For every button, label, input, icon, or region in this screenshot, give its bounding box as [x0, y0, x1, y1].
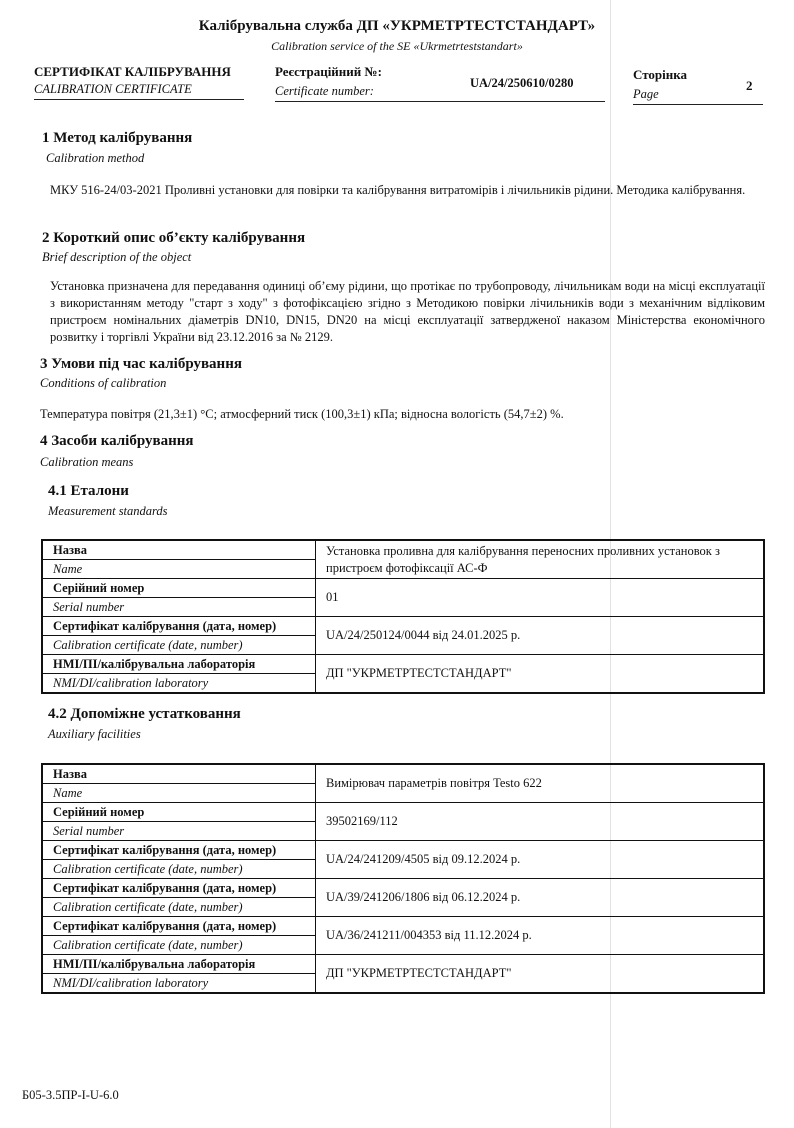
- value-cell: UA/24/250124/0044 від 24.01.2025 р.: [316, 617, 765, 655]
- table-row: [42, 803, 764, 841]
- section-4-subtitle: Calibration means: [40, 455, 134, 469]
- section-4-1-title: 4.1 Еталони: [48, 483, 129, 499]
- section-3-title: 3 Умови під час калібрування: [40, 356, 242, 372]
- value-cell: 01: [316, 579, 765, 617]
- row-label-en: Calibration certificate (date, number): [53, 900, 243, 914]
- row-label-en: NMI/DI/calibration laboratory: [53, 676, 209, 690]
- certificate-title: СЕРТИФІКАТ КАЛІБРУВАННЯ: [34, 64, 231, 79]
- section-2-text: Установка призначена для передавання одиниці об’єму рідини, що протікає по трубопроводу, лічильникам води на місці експлуатації з використанням методу "старт з ходу" з фотофіксацією згідно з Методикою повірки лічильників води з механічним відліковим пристроєм номінальних діаметрів DN10, DN15, DN20 на місці експлуатації затвердженої наказом Міністерства економічного розвитку і торгівлі України від 23.12.2016 за № 2129.: [50, 279, 765, 344]
- row-label: НМІ/ПІ/калібрувальна лабораторія: [43, 655, 315, 674]
- section-3-subtitle: Conditions of calibration: [40, 376, 167, 390]
- section-1-text: МКУ 516-24/03-2021 Проливні установки для повірки та калібрування витратомірів і лічильників рідини. Методика калібрування.: [50, 183, 746, 197]
- row-label: Серійний номер: [43, 579, 315, 598]
- value-cell: UA/39/241206/1806 від 06.12.2024 р.: [316, 879, 765, 917]
- section-2-title: 2 Короткий опис об’єкту калібрування: [42, 230, 306, 246]
- certificate-title-en: CALIBRATION CERTIFICATE: [34, 82, 192, 96]
- section-1-title: 1 Метод калібрування: [42, 130, 193, 146]
- section-4-title: 4 Засоби калібрування: [40, 433, 194, 449]
- label-cell: [42, 955, 316, 994]
- table-row: [42, 879, 764, 917]
- table-row: [42, 841, 764, 879]
- table-row: [42, 540, 764, 579]
- label-cell: [42, 917, 316, 955]
- label-cell: [42, 764, 316, 803]
- organization-subtitle: Calibration service of the SE «Ukrmetrteststandart»: [271, 39, 523, 53]
- registration-label: Реєстраційний №:: [275, 64, 382, 79]
- table-row: [42, 655, 764, 694]
- label-cell: [42, 803, 316, 841]
- measurement-standards-table: [41, 539, 765, 694]
- header-rule-3: [633, 104, 763, 105]
- section-4-2-subtitle: Auxiliary facilities: [48, 727, 141, 741]
- organization-title: Калібрувальна служба ДП «УКРМЕТРТЕСТСТАНДАРТ»: [198, 18, 596, 34]
- label-cell: [42, 617, 316, 655]
- value-cell: Вимірювач параметрів повітря Testo 622: [316, 764, 765, 803]
- form-code: Б05-3.5ПР-І-U-6.0: [22, 1088, 119, 1102]
- section-4-1-subtitle: Measurement standards: [48, 504, 168, 518]
- label-cell: [42, 655, 316, 694]
- label-cell: [42, 579, 316, 617]
- section-1-subtitle: Calibration method: [46, 151, 145, 165]
- row-label: Назва: [43, 765, 315, 784]
- auxiliary-facilities-table: [41, 763, 765, 994]
- table-row: [42, 955, 764, 994]
- section-3-text: Температура повітря (21,3±1) °С; атмосферний тиск (100,3±1) кПа; відносна вологість (54,7±2) %.: [40, 407, 564, 421]
- page-label: Сторінка: [633, 67, 688, 82]
- row-label-en: Name: [53, 562, 83, 576]
- row-label-en: Calibration certificate (date, number): [53, 862, 243, 876]
- header-rule-2: [275, 101, 605, 102]
- page-number: 2: [746, 78, 753, 93]
- section-4-2-title: 4.2 Допоміжне устатковання: [48, 706, 241, 722]
- row-label-en: Calibration certificate (date, number): [53, 938, 243, 952]
- label-cell: [42, 841, 316, 879]
- table-row: [42, 764, 764, 803]
- label-cell: [42, 879, 316, 917]
- registration-label-en: Certificate number:: [275, 84, 374, 98]
- row-label: Назва: [43, 541, 315, 560]
- section-2-subtitle: Brief description of the object: [42, 250, 192, 264]
- value-cell: ДП "УКРМЕТРТЕСТСТАНДАРТ": [316, 955, 765, 994]
- row-label: Сертифікат калібрування (дата, номер): [43, 917, 315, 936]
- value-cell: 39502169/112: [316, 803, 765, 841]
- certificate-number: UA/24/250610/0280: [470, 76, 574, 90]
- row-label: Сертифікат калібрування (дата, номер): [43, 879, 315, 898]
- row-label-en: Serial number: [53, 824, 125, 838]
- value-cell: ДП "УКРМЕТРТЕСТСТАНДАРТ": [316, 655, 765, 694]
- table-row: [42, 617, 764, 655]
- table-row: [42, 579, 764, 617]
- page-label-en: Page: [633, 87, 659, 101]
- header-rule-1: [34, 99, 244, 100]
- value-cell: UA/24/241209/4505 від 09.12.2024 р.: [316, 841, 765, 879]
- row-label: Сертифікат калібрування (дата, номер): [43, 841, 315, 860]
- value-cell: UA/36/241211/004353 від 11.12.2024 р.: [316, 917, 765, 955]
- row-label-en: Serial number: [53, 600, 125, 614]
- value-cell: Установка проливна для калібрування переносних проливних установок з пристроєм фотофіксації АС-Ф: [316, 540, 765, 579]
- row-label: НМІ/ПІ/калібрувальна лабораторія: [43, 955, 315, 974]
- table-row: [42, 917, 764, 955]
- row-label: Сертифікат калібрування (дата, номер): [43, 617, 315, 636]
- row-label: Серійний номер: [43, 803, 315, 822]
- row-label-en: NMI/DI/calibration laboratory: [53, 976, 209, 990]
- row-label-en: Calibration certificate (date, number): [53, 638, 243, 652]
- row-label-en: Name: [53, 786, 83, 800]
- label-cell: [42, 540, 316, 579]
